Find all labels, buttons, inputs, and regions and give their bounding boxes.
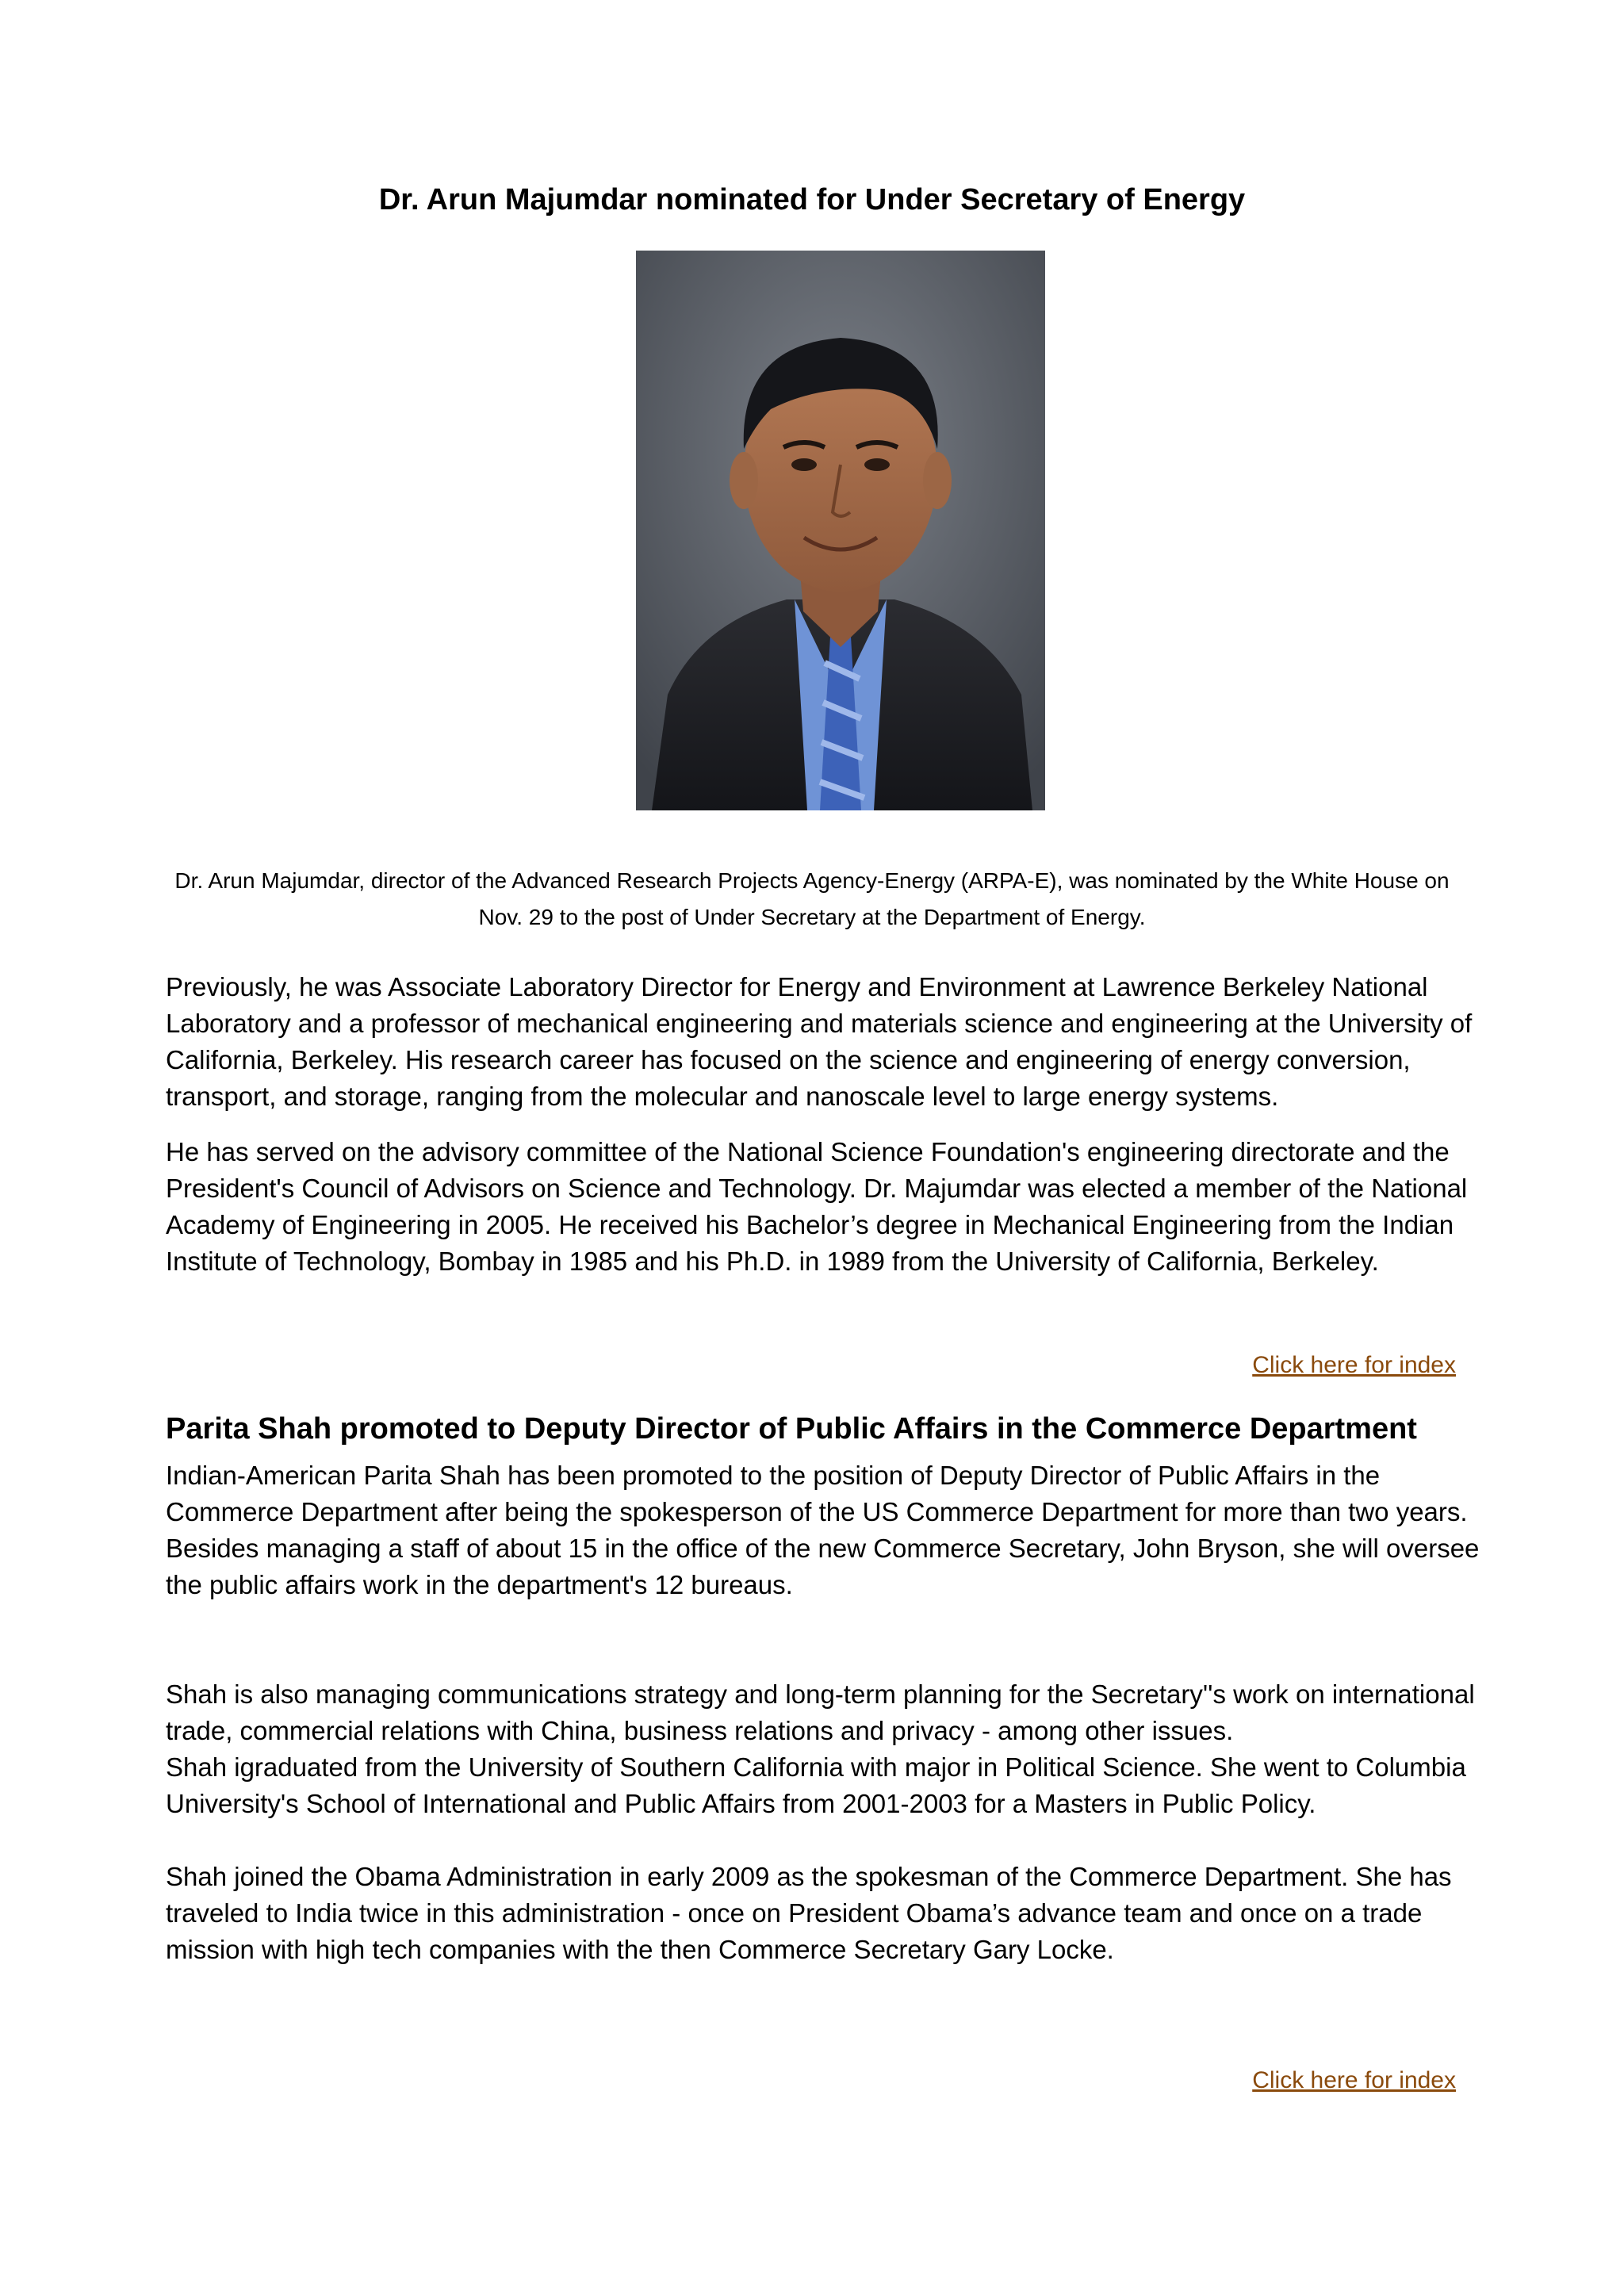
index-link[interactable]: Click here for index — [1252, 2067, 1456, 2093]
article-paragraph: Previously, he was Associate Laboratory Director for Energy and Environment at Lawrence Berkeley National Laboratory and a professor of mechanical engineering and materials science and engineering at the University of California, Berkeley. His research career has focused on the science and engineering of energy conversion, transport, and storage, ranging from the molecular and nanoscale level to large energy systems. — [166, 972, 1473, 1111]
article-title: Dr. Arun Majumdar nominated for Under Secretary of Energy — [378, 183, 1246, 216]
article-paragraph: Shah is also managing communications strategy and long-term planning for the Secretary''s work on international trade, commercial relations with China, business relations and privacy - among other issues. — [166, 1679, 1475, 1745]
article-paragraph: Indian-American Parita Shah has been promoted to the position of Deputy Director of Public Affairs in the Commerce Department after being the spokesperson of the US Commerce Department for more than two years. — [166, 1461, 1468, 1526]
photo-caption: Dr. Arun Majumdar, director of the Advanced Research Projects Agency-Energy (ARPA-E), was nominated by the White House on Nov. 29 to the post of Under Secretary at the Department of Energy. — [174, 868, 1450, 929]
index-link[interactable]: Click here for index — [1252, 1352, 1456, 1378]
article-paragraph: He has served on the advisory committee of the National Science Foundation's engineering directorate and the President's Council of Advisors on Science and Technology. Dr. Majumdar was elected a member of the National Academy of Engineering in 2005. He received his Bachelor’s degree in Mechanical Engineering from the Indian Institute of Technology, Bombay in 1985 and his Ph.D. in 1989 from the University of California, Berkeley. — [166, 1137, 1468, 1276]
article-text-block — [166, 1676, 1514, 1822]
article-paragraph: Besides managing a staff of about 15 in the office of the new Commerce Secretary, John Bryson, she will oversee the public affairs work in the department's 12 bureaus. — [166, 1534, 1480, 1599]
portrait-photo — [636, 251, 1045, 810]
article-text-block — [166, 1859, 1514, 1968]
article-paragraph: Shah joined the Obama Administration in early 2009 as the spokesman of the Commerce Department. She has traveled to India twice in this administration - once on President Obama’s advance team and once on a trade mission with high tech companies with the then Commerce Secretary Gary Locke. — [166, 1862, 1452, 1964]
article-paragraph: Shah igraduated from the University of Southern California with major in Political Science. She went to Columbia University's School of International and Public Affairs from 2001-2003 for a Masters in Public Policy. — [166, 1752, 1466, 1818]
article-text-block — [166, 1457, 1514, 1603]
article-title: Parita Shah promoted to Deputy Director of Public Affairs in the Commerce Department — [166, 1412, 1417, 1446]
